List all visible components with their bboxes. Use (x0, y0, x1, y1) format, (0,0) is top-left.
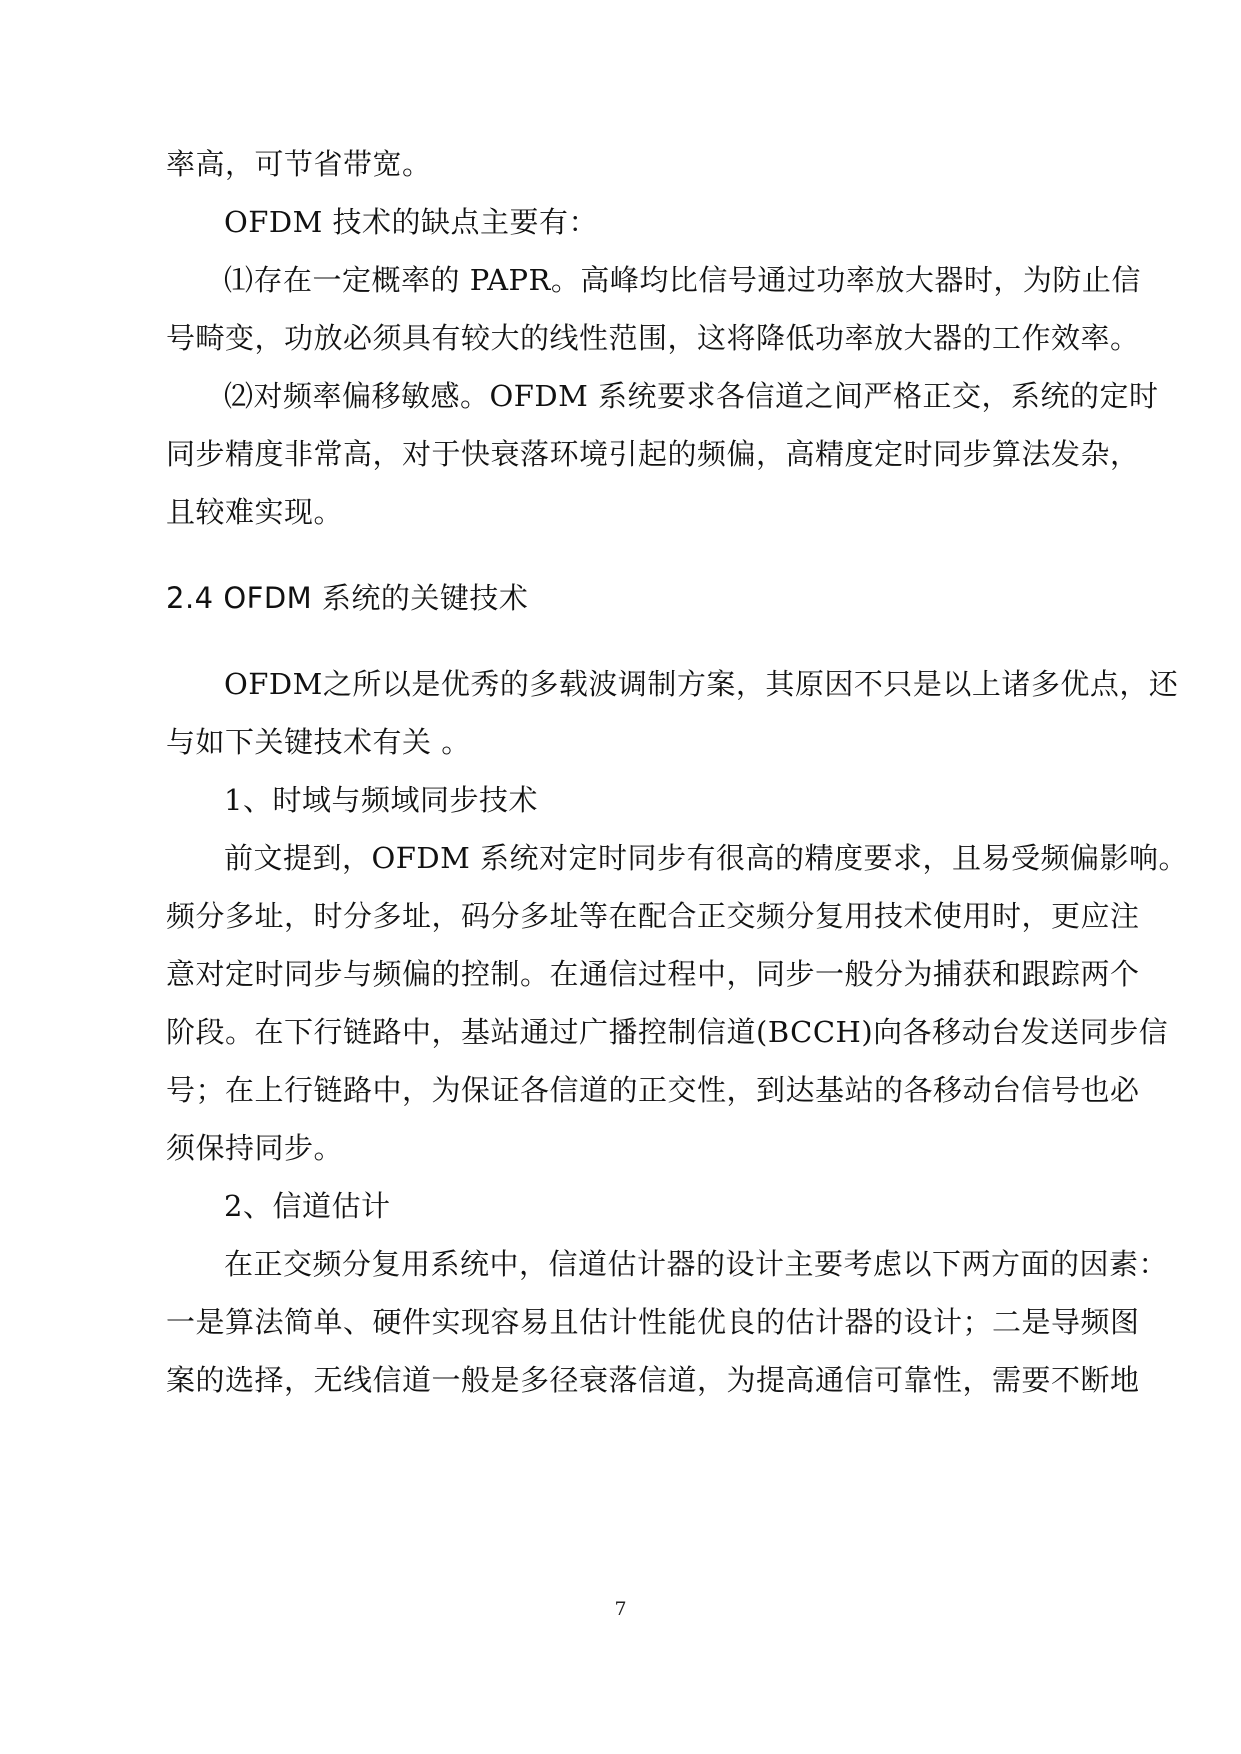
paragraph-line: 阶段。在下行链路中，基站通过广播控制信道(BCCH)向各移动台发送同步信 (166, 1015, 1169, 1049)
subheading-line: 2、信道估计 (224, 1189, 391, 1223)
paragraph-line: 意对定时同步与频偏的控制。在通信过程中，同步一般分为捕获和跟踪两个 (166, 957, 1140, 991)
paragraph-line: ⑴存在一定概率的 PAPR。高峰均比信号通过功率放大器时，为防止信 (224, 263, 1141, 297)
paragraph-line: 且较难实现。 (166, 495, 344, 529)
paragraph-line: 与如下关键技术有关 。 (166, 725, 471, 759)
paragraph-line: 在正交频分复用系统中，信道估计器的设计主要考虑以下两方面的因素： (224, 1247, 1169, 1281)
paragraph-line: 案的选择，无线信道一般是多径衰落信道，为提高通信可靠性，需要不断地 (166, 1363, 1140, 1397)
paragraph-line: 号；在上行链路中，为保证各信道的正交性，到达基站的各移动台信号也必 (166, 1073, 1140, 1107)
paragraph-line: 号畸变，功放必须具有较大的线性范围，这将降低功率放大器的工作效率。 (166, 321, 1140, 355)
paragraph-line: 同步精度非常高，对于快衰落环境引起的频偏，高精度定时同步算法发杂， (166, 437, 1140, 471)
subheading-line: 1、时域与频域同步技术 (224, 783, 538, 817)
paragraph-line: OFDM 技术的缺点主要有： (224, 205, 599, 239)
paragraph-line: ⑵对频率偏移敏感。OFDM 系统要求各信道之间严格正交，系统的定时 (224, 379, 1159, 413)
section-heading: 2.4 OFDM 系统的关键技术 (166, 581, 529, 615)
paragraph-line: 率高，可节省带宽。 (166, 147, 432, 181)
paragraph-line: 前文提到，OFDM 系统对定时同步有很高的精度要求，且易受频偏影响。 (224, 841, 1189, 875)
paragraph-line: 频分多址，时分多址，码分多址等在配合正交频分复用技术使用时，更应注 (166, 899, 1140, 933)
paragraph-line: 一是算法简单、硬件实现容易且估计性能优良的估计器的设计；二是导频图 (166, 1305, 1140, 1339)
paragraph-line: OFDM之所以是优秀的多载波调制方案，其原因不只是以上诸多优点，还 (224, 667, 1179, 701)
paragraph-line: 须保持同步。 (166, 1131, 344, 1165)
page-number: 7 (614, 1598, 627, 1620)
